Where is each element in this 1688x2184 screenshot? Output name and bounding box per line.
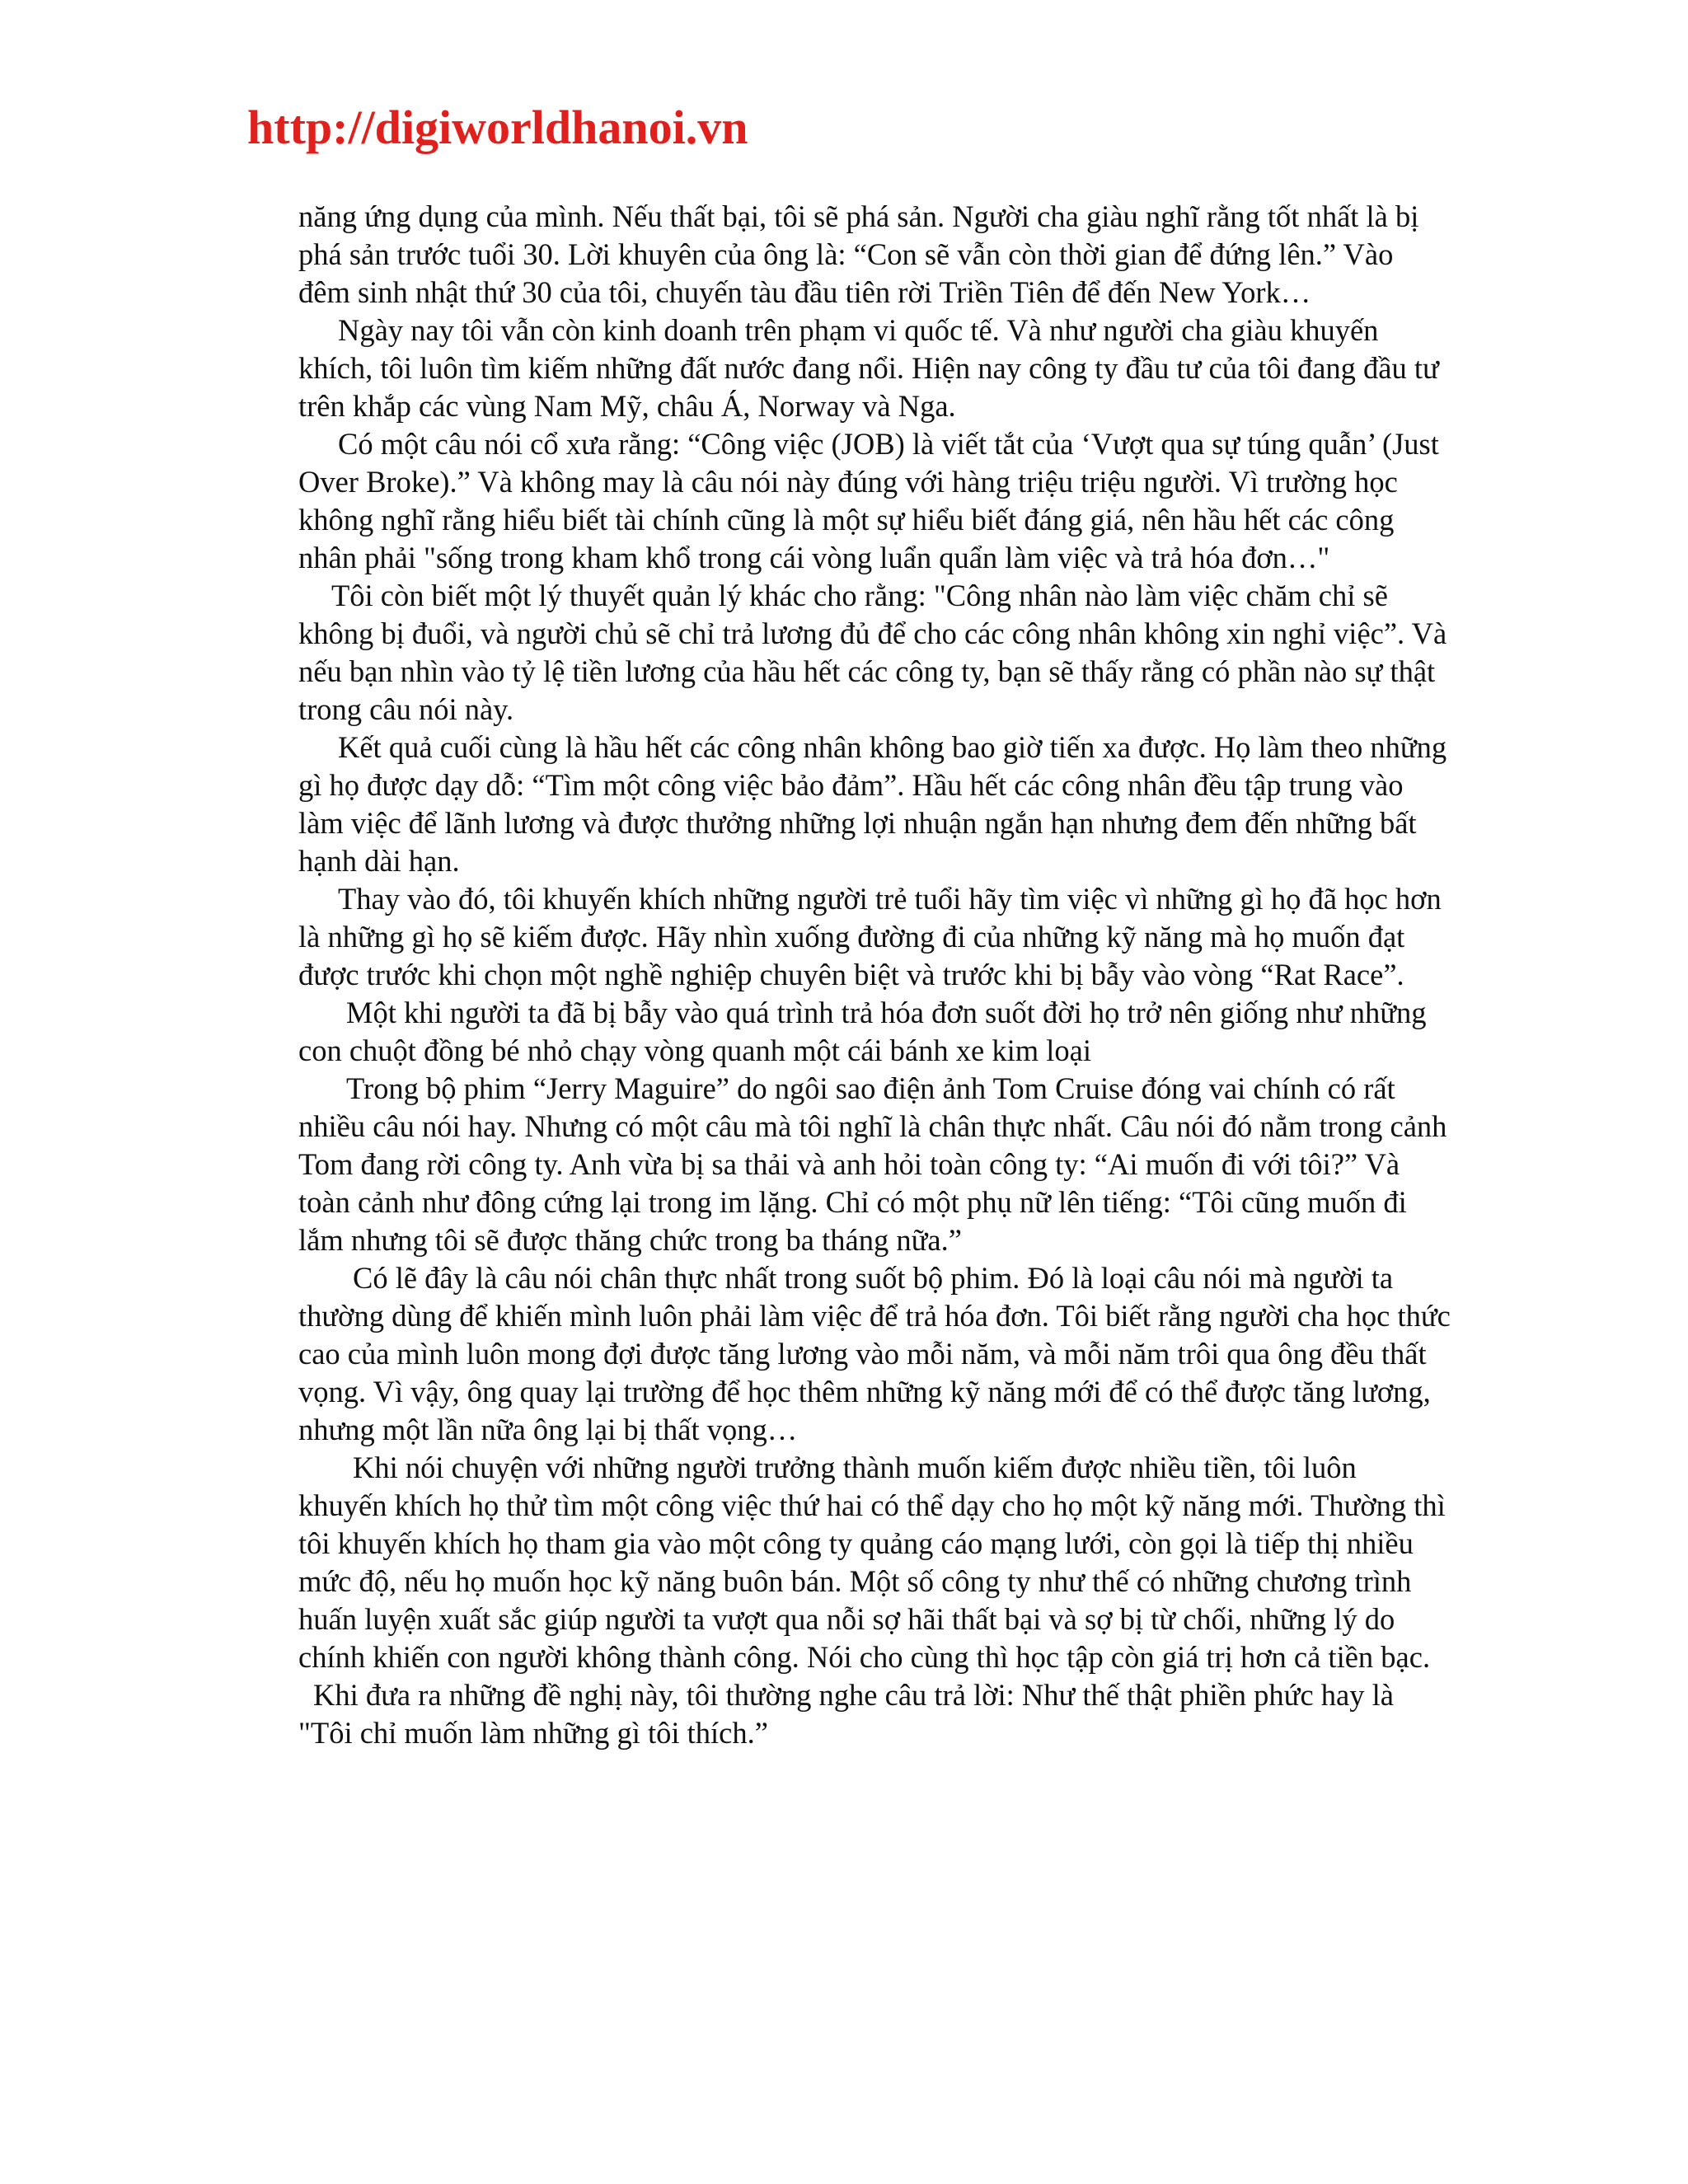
paragraph: Khi nói chuyện với những người trưởng thành muốn kiếm được nhiều tiền, tôi luôn khuyến khích họ thử tìm một công việc thứ hai có thể dạy cho họ một kỹ năng mới. Thường thì tôi khuyến khích họ tham gia vào một công ty quảng cáo mạng lưới, còn gọi là tiếp thị nhiều mức độ, nếu họ muốn học kỹ năng buôn bán. Một số công ty như thế có những chương trình huấn luyện xuất sắc giúp người ta vượt qua nỗi sợ hãi thất bại và sợ bị từ chối, những lý do chính khiến con người không thành công. Nói cho cùng thì học tập còn giá trị hơn cả tiền bạc. [298, 1451, 1446, 1674]
paragraph: Trong bộ phim “Jerry Maguire” do ngôi sao điện ảnh Tom Cruise đóng vai chính có rất nhiều câu nói hay. Nhưng có một câu mà tôi nghĩ là chân thực nhất. Câu nói đó nằm trong cảnh Tom đang rời công ty. Anh vừa bị sa thải và anh hỏi toàn công ty: “Ai muốn đi với tôi?” Và toàn cảnh như đông cứng lại trong im lặng. Chỉ có một phụ nữ lên tiếng: “Tôi cũng muốn đi lắm nhưng tôi sẽ được thăng chức trong ba tháng nữa.” [298, 1071, 1447, 1257]
paragraph: Thay vào đó, tôi khuyến khích những người trẻ tuổi hãy tìm việc vì những gì họ đã học hơn là những gì họ sẽ kiếm được. Hãy nhìn xuống đường đi của những kỹ năng mà họ muốn đạt được trước khi chọn một nghề nghiệp chuyên biệt và trước khi bị bẫy vào vòng “Rat Race”. [298, 882, 1442, 991]
paragraph: Có một câu nói cổ xưa rằng: “Công việc (JOB) là viết tắt của ‘Vượt qua sự túng quẫn’ (Just Over Broke).” Và không may là câu nói này đúng với hàng triệu triệu người. Vì trường học không nghĩ rằng hiểu biết tài chính cũng là một sự hiểu biết đáng giá, nên hầu hết các công nhân phải "sống trong kham khổ trong cái vòng luẩn quẩn làm việc và trả hóa đơn…" [298, 427, 1439, 574]
document-body [298, 198, 1452, 1752]
paragraph: Tôi còn biết một lý thuyết quản lý khác cho rằng: "Công nhân nào làm việc chăm chỉ sẽ không bị đuổi, và người chủ sẽ chỉ trả lương đủ để cho các công nhân không xin nghỉ việc”. Và nếu bạn nhìn vào tỷ lệ tiền lương của hầu hết các công ty, bạn sẽ thấy rằng có phần nào sự thật trong câu nói này. [298, 579, 1447, 726]
paragraph: năng ứng dụng của mình. Nếu thất bại, tôi sẽ phá sản. Người cha giàu nghĩ rằng tốt nhất là bị phá sản trước tuổi 30. Lời khuyên của ông là: “Con sẽ vẫn còn thời gian để đứng lên.” Vào đêm sinh nhật thứ 30 của tôi, chuyến tàu đầu tiên rời Triền Tiên để đến New York… [298, 199, 1419, 309]
paragraph: Có lẽ đây là câu nói chân thực nhất trong suốt bộ phim. Đó là loại câu nói mà người ta thường dùng để khiến mình luôn phải làm việc để trả hóa đơn. Tôi biết rằng người cha học thức cao của mình luôn mong đợi được tăng lương vào mỗi năm, và mỗi năm trôi qua ông đều thất vọng. Vì vậy, ông quay lại trường để học thêm những kỹ năng mới để có thể được tăng lương, nhưng một lần nữa ông lại bị thất vọng… [298, 1261, 1451, 1446]
paragraph: Ngày nay tôi vẫn còn kinh doanh trên phạm vi quốc tế. Và như người cha giàu khuyến khích, tôi luôn tìm kiếm những đất nước đang nổi. Hiện nay công ty đầu tư của tôi đang đầu tư trên khắp các vùng Nam Mỹ, châu Á, Norway và Nga. [298, 313, 1439, 423]
site-url-header[interactable]: http://digiworldhanoi.vn [247, 101, 748, 154]
paragraph: Khi đưa ra những đề nghị này, tôi thường nghe câu trả lời: Như thế thật phiền phức hay là "Tôi chỉ muốn làm những gì tôi thích.” [298, 1678, 1394, 1750]
paragraph: Một khi người ta đã bị bẫy vào quá trình trả hóa đơn suốt đời họ trở nên giống như những con chuột đồng bé nhỏ chạy vòng quanh một cái bánh xe kim loại [298, 996, 1427, 1067]
paragraph: Kết quả cuối cùng là hầu hết các công nhân không bao giờ tiến xa được. Họ làm theo những gì họ được dạy dỗ: “Tìm một công việc bảo đảm”. Hầu hết các công nhân đều tập trung vào làm việc để lãnh lương và được thưởng những lợi nhuận ngắn hạn nhưng đem đến những bất hạnh dài hạn. [298, 730, 1447, 878]
